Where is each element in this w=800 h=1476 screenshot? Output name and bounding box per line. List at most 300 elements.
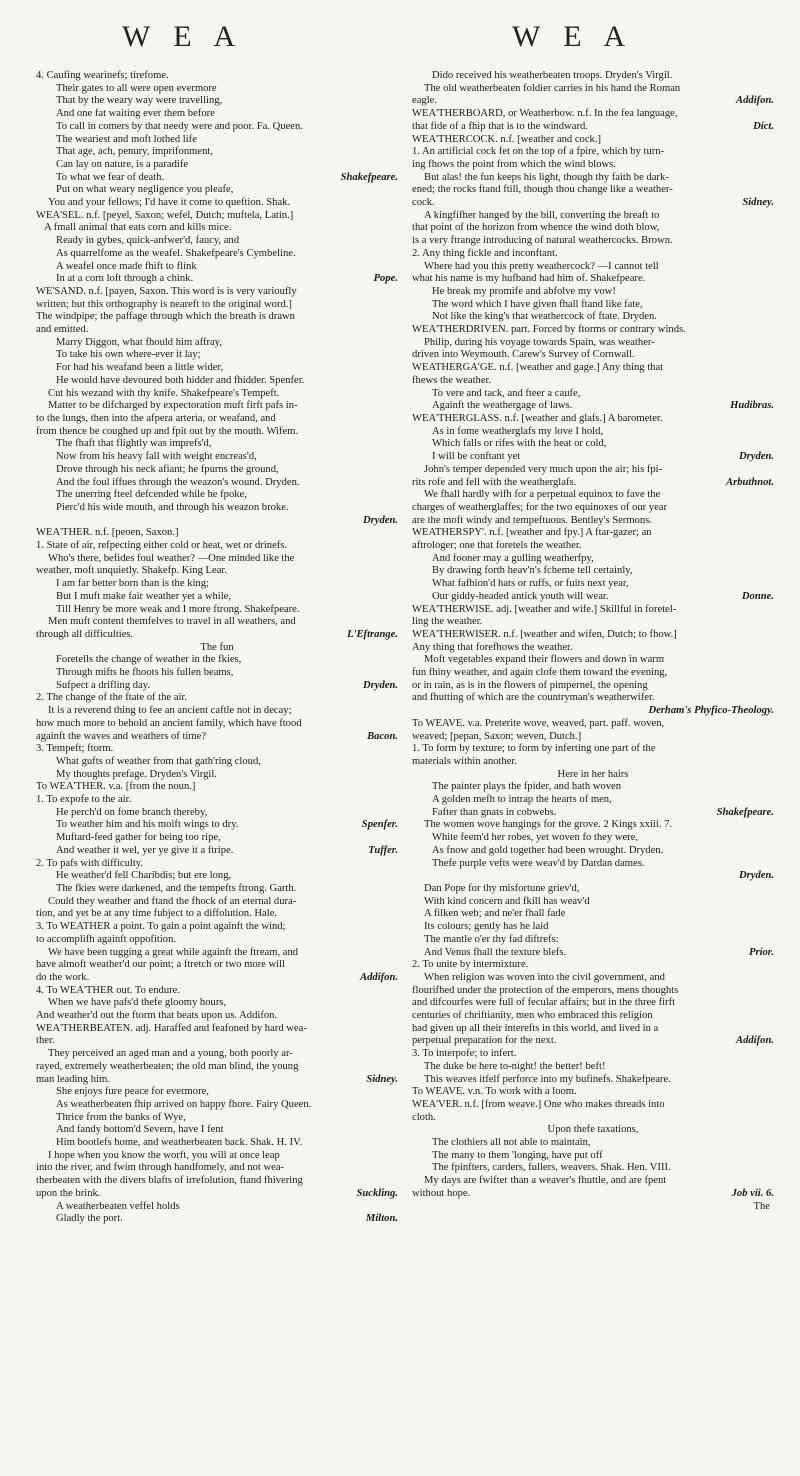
text-line <box>36 1188 398 1201</box>
left-column <box>36 70 398 1226</box>
line-text: WEA'THERWISE. adj. [weather and wife.] Skillful in foretel- <box>412 603 677 615</box>
text-line <box>36 1023 398 1036</box>
line-text: What fafhion'd hats or ruffs, or fuits next year, <box>432 578 629 590</box>
text-line <box>412 832 774 845</box>
line-text: The painter plays the fpider, and hath woven <box>432 781 622 793</box>
text-line <box>412 1162 774 1175</box>
text-line <box>36 553 398 566</box>
text-line <box>412 1099 774 1112</box>
text-line <box>36 426 398 439</box>
line-text: rits rofe and fell with the weatherglafs. <box>412 476 577 488</box>
line-text: 1. State of air, refpecting either cold or heat, wet or drinefs. <box>36 540 288 552</box>
text-line <box>412 413 774 426</box>
line-text: And fandy bottom'd Severn, have I fent <box>56 1124 224 1136</box>
line-text: have almoft weather'd our point; a ftretch or two more will <box>36 959 286 971</box>
line-text: tion, and yet be at any time fubject to a diffolution. Hale. <box>36 908 278 920</box>
line-text: eagle. <box>412 95 437 107</box>
line-text: 3. To interpofe; to infert. <box>412 1048 517 1060</box>
text-line <box>412 985 774 998</box>
line-text: and difcourfes were full of fecular affairs; but in the three firft <box>412 997 676 1009</box>
line-text: Ready in gybes, quick-anfwer'd, faucy, and <box>56 235 240 247</box>
line-text: Dan Pope for thy misfortune griev'd, <box>424 883 580 894</box>
line-text: charges of weatherglaffes; for the two equinoxes of our year <box>412 501 668 513</box>
text-line <box>412 921 774 934</box>
text-line <box>36 883 398 896</box>
line-text: Againft the weathergage of laws. <box>432 400 573 412</box>
line-text: Thrice from the banks of Wye, <box>56 1111 186 1123</box>
line-text: ened; the rocks ftand ftill, though thou change like a weather- <box>412 184 673 196</box>
text-line <box>36 731 398 744</box>
text-line <box>412 451 774 464</box>
line-text: By drawing forth heav'n's fcheme tell certainly, <box>432 565 633 577</box>
text-line <box>412 400 774 413</box>
text-line <box>36 985 398 998</box>
line-text: Could they weather and ftand the fhock of an eternal dura- <box>48 895 297 907</box>
line-text: For had his weafand been a little wider, <box>56 362 224 374</box>
line-text: are the moft windy and tempeftuous. Bentley's Sermons. <box>412 514 652 526</box>
line-text: Sufpect a drifling day. <box>56 679 151 691</box>
text-line <box>412 248 774 261</box>
text-line <box>36 83 398 96</box>
line-text: man leading him. <box>36 1073 110 1085</box>
text-line <box>412 591 774 604</box>
text-line <box>36 1201 398 1214</box>
citation-source: Dryden. <box>362 514 398 526</box>
line-text: To what we fear of death. <box>56 171 165 183</box>
line-text: WE'SAND. n.f. [payen, Saxon. This word is is very varioufly <box>36 285 297 297</box>
text-line <box>36 159 398 172</box>
text-line <box>412 908 774 921</box>
line-text: It is a reverend thing to fee an ancient caftle not in decay; <box>48 705 292 717</box>
text-line <box>36 172 398 185</box>
line-text: The weariest and moft lothed life <box>56 133 197 145</box>
line-text: 1. An artificial cock fet on the top of a fpire, which by turn- <box>412 146 665 158</box>
line-text: He would have devoured both hidder and fhidder. Spenfer. <box>56 374 305 386</box>
text-line <box>412 845 774 858</box>
line-text: written; but this orthography is neareft to the original word.] <box>36 298 292 310</box>
line-text: The fkies were darkened, and the tempefts ftrong. Garth. <box>56 883 297 894</box>
text-line <box>412 1150 774 1163</box>
text-line <box>36 248 398 261</box>
text-line <box>412 959 774 972</box>
line-text: As fnow and gold together had been wrought. Dryden. <box>432 844 664 856</box>
line-text: A kingfifher hanged by the bill, converting the breaft to <box>424 209 660 221</box>
line-text: He weather'd fell Charibdis; but ere long, <box>56 870 232 882</box>
text-line <box>36 578 398 591</box>
line-text: The women wove hangings for the grove. 2 Kings xxiii. 7. <box>424 819 673 831</box>
line-text: weaved; [pepan, Saxon; weven, Dutch.] <box>412 730 582 742</box>
text-line <box>412 858 774 871</box>
citation-source: Shakefpeare. <box>340 171 398 183</box>
text-line <box>36 540 398 553</box>
line-text: and emitted. <box>36 324 89 336</box>
line-text: fhews the weather. <box>412 374 492 386</box>
text-line <box>36 222 398 235</box>
text-line <box>412 629 774 642</box>
text-line <box>36 286 398 299</box>
line-text: But I muft make fair weather yet a while, <box>56 590 232 602</box>
text-line <box>36 616 398 629</box>
line-text: WEA'THERBEATEN. adj. Haraffed and feafoned by hard wea- <box>36 1022 307 1034</box>
line-text: 4. To WEA'THER out. To endure. <box>36 984 181 996</box>
text-line <box>36 197 398 210</box>
line-text: or in rain, as is in the flowers of pimpernel, the opening <box>412 679 648 691</box>
text-line <box>412 527 774 540</box>
line-text: A filken web; and ne'er fhall fade <box>424 908 566 920</box>
line-text: driven into Weymouth. Carew's Survey of Cornwall. <box>412 349 635 361</box>
text-line <box>412 286 774 299</box>
line-text: materials within another. <box>412 755 518 767</box>
line-text: Upon thefe taxations, <box>547 1124 639 1136</box>
text-line <box>412 489 774 502</box>
text-line <box>36 362 398 375</box>
line-text: fun fhiny weather, and again clofe them toward the evening, <box>412 667 668 679</box>
line-text: The <box>753 1200 770 1212</box>
line-text: WEATHERSPY'. n.f. [weather and fpy.] A ftar-gazer; an <box>412 527 652 539</box>
citation-source: Dryden. <box>738 451 774 463</box>
text-line <box>412 1010 774 1023</box>
line-text: do the work. <box>36 971 90 983</box>
line-text: cock. <box>412 197 435 209</box>
text-line <box>36 502 398 515</box>
text-line <box>36 654 398 667</box>
right-column <box>412 70 774 1213</box>
line-text: The old weatherbeaten foldier carries in his hand the Roman <box>424 82 681 94</box>
line-text: WEATHERGA'GE. n.f. [weather and gage.] Any thing that <box>412 362 664 374</box>
text-line <box>412 108 774 121</box>
header-right: W E A <box>512 20 634 53</box>
line-text: You and your fellows; I'd have it come to queftion. Shak. <box>48 197 291 209</box>
text-line <box>36 1074 398 1087</box>
text-line <box>412 1074 774 1087</box>
citation-source: Dryden. <box>362 679 398 691</box>
text-line <box>36 1010 398 1023</box>
line-text: That age, ach, penury, imprifonment, <box>56 146 213 158</box>
text-line <box>36 870 398 883</box>
line-text: centuries of chriftianity, men who embraced this religion <box>412 1010 653 1022</box>
text-line <box>412 235 774 248</box>
text-line <box>412 273 774 286</box>
text-line <box>36 743 398 756</box>
text-line <box>36 273 398 286</box>
line-text: Men muft content themfelves to travel in all weathers, and <box>48 616 296 628</box>
text-line <box>36 667 398 680</box>
text-line <box>36 400 398 413</box>
line-text: Through mifts he fhoots his fullen beams, <box>56 667 234 679</box>
line-text: into the river, and fwim through handfomely, and not wea- <box>36 1162 285 1174</box>
line-text: Any thing that forefhows the weather. <box>412 641 573 653</box>
line-text: ther. <box>36 1035 55 1047</box>
line-text: As weatherbeaten fhip arrived on happy fhore. Fairy Queen. <box>56 1098 312 1110</box>
line-text: rayed, extremely weatherbeaten; the old man blind, the young <box>36 1060 299 1072</box>
line-text: Muftard-feed gather for being too ripe, <box>56 832 221 844</box>
line-text: A weatherbeaten veffel holds <box>56 1200 180 1212</box>
text-line <box>412 146 774 159</box>
text-line <box>412 1201 774 1214</box>
line-text: Their gates to all were open evermore <box>56 82 217 94</box>
line-text: WEA'THERCOCK. n.f. [weather and cock.] <box>412 133 602 145</box>
citation-source: Sidney. <box>742 197 774 209</box>
line-text: 3. Tempeft; ftorm. <box>36 743 114 755</box>
text-line <box>36 146 398 159</box>
text-line <box>412 553 774 566</box>
text-line <box>36 604 398 617</box>
text-line <box>36 1162 398 1175</box>
line-text: 2. To pafs with difficulty. <box>36 857 144 869</box>
line-text: A golden mefh to intrap the hearts of men, <box>432 794 612 806</box>
text-line <box>412 870 774 883</box>
text-line <box>36 438 398 451</box>
text-line <box>36 591 398 604</box>
line-text: The duke be here to-night! the better! beft! <box>424 1060 606 1072</box>
line-text: WEA'THERBOARD, or Weatherbow. n.f. In the fea language, <box>412 108 678 120</box>
line-text: The many to them 'longing, have put off <box>432 1149 603 1161</box>
running-header <box>0 20 800 60</box>
text-line <box>412 362 774 375</box>
line-text: 1. To expofe to the air. <box>36 794 132 806</box>
line-text: Our giddy-headed antick youth will wear. <box>432 590 609 602</box>
line-text: and fhutting of which are the countryman's weatherwifer. <box>412 692 655 704</box>
text-line <box>412 616 774 629</box>
text-line <box>36 451 398 464</box>
line-text: to accomplifh againft oppofition. <box>36 933 177 945</box>
text-line <box>412 261 774 274</box>
line-text: The fpinfters, carders, fullers, weavers. Shak. Hen. VIII. <box>432 1162 671 1174</box>
text-line <box>36 692 398 705</box>
line-text: flourifhed under the protection of the emperors, mens thoughts <box>412 984 679 996</box>
text-line <box>36 718 398 731</box>
text-line <box>412 222 774 235</box>
line-text: White feem'd her robes, yet woven fo they were, <box>432 832 639 844</box>
line-text: She enjoys fure peace for evermore, <box>56 1086 209 1098</box>
line-text: againft the waves and weathers of time? <box>36 730 207 742</box>
line-text: Where had you this pretty weathercock? —I cannot tell <box>424 260 659 272</box>
text-line <box>36 921 398 934</box>
text-line <box>36 858 398 871</box>
line-text: 3. To WEATHER a point. To gain a point againft the wind; <box>36 921 286 933</box>
text-line <box>36 807 398 820</box>
line-text: The mantle o'er thy fad diftrefs: <box>424 933 559 945</box>
line-text: Foretells the change of weather in the fkies, <box>56 654 242 666</box>
text-line <box>36 642 398 655</box>
text-line <box>36 299 398 312</box>
line-text: When we have pafs'd thefe gloomy hours, <box>48 997 227 1009</box>
line-text: 1. To form by texture; to form by inferting one part of the <box>412 743 656 755</box>
text-line <box>36 769 398 782</box>
citation-source: Donne. <box>741 590 774 602</box>
line-text: aftrologer; one that foretels the weather. <box>412 540 582 552</box>
line-text: what his name is my hufband had him of. Shakefpeare. <box>412 273 646 285</box>
text-line <box>412 667 774 680</box>
header-left: W E A <box>122 20 244 53</box>
line-text: without hope. <box>412 1187 471 1199</box>
text-line <box>36 413 398 426</box>
text-line <box>412 947 774 960</box>
text-line <box>412 134 774 147</box>
line-text: Can lay on nature, is a paradife <box>56 158 189 170</box>
line-text: My days are fwifter than a weaver's fhuttle, and are fpent <box>424 1175 667 1187</box>
text-line <box>36 184 398 197</box>
text-line <box>36 210 398 223</box>
line-text: John's temper depended very much upon the air; his fpi- <box>424 463 663 475</box>
line-text: upon the brink. <box>36 1187 101 1199</box>
line-text: WEA'VER. n.f. [from weave.] One who makes threads into <box>412 1098 665 1110</box>
line-text: The fun <box>200 641 234 653</box>
text-line <box>36 324 398 337</box>
text-line <box>36 108 398 121</box>
line-text: When religion was woven into the civil government, and <box>424 971 665 983</box>
line-text: Here in her hairs <box>557 768 629 780</box>
text-line <box>412 1023 774 1036</box>
line-text: To take his own where-ever it lay; <box>56 349 201 361</box>
line-text: WEA'SEL. n.f. [peyel, Saxon; wefel, Dutch; muftela, Latin.] <box>36 209 294 221</box>
line-text: To WEA'THER. v.a. [from the noun.] <box>36 781 196 793</box>
line-text: ing fhows the point from which the wind blows. <box>412 158 616 170</box>
line-text: To call in comers by that needy were and poor. Fa. Queen. <box>56 120 303 132</box>
text-line <box>412 1137 774 1150</box>
text-line <box>36 959 398 972</box>
citation-source: Hudibras. <box>730 400 774 412</box>
citation-source: Prior. <box>748 946 774 958</box>
text-line <box>412 1188 774 1201</box>
text-line <box>36 680 398 693</box>
text-line <box>412 654 774 667</box>
line-text: is a very ftrange introducing of natural weathercocks. Brown. <box>412 235 673 247</box>
text-line <box>36 1048 398 1061</box>
line-text: Till Henry be more weak and I more ftrong. Shakefpeare. <box>56 603 300 615</box>
text-line <box>412 819 774 832</box>
text-line <box>36 781 398 794</box>
line-text: And Venus fhall the texture blefs. <box>424 946 567 958</box>
line-text: I will be conftant yet <box>432 451 521 463</box>
text-line <box>412 210 774 223</box>
line-text: Pierc'd his wide mouth, and through his weazon broke. <box>56 501 289 513</box>
line-text: The unerring fteel defcended while he fpoke, <box>56 489 247 501</box>
text-line <box>412 121 774 134</box>
citation-source: Spenfer. <box>361 819 398 831</box>
text-line <box>412 477 774 490</box>
line-text: Moft vegetables expand their flowers and down in warm <box>424 654 665 666</box>
line-text: And weather'd out the ftorm that beats upon us. Addifon. <box>36 1010 278 1022</box>
line-text: But alas! the fun keeps his light, though thy faith be dark- <box>424 171 669 183</box>
text-line <box>36 705 398 718</box>
text-line <box>412 337 774 350</box>
citation-source: Addifon. <box>360 971 398 983</box>
line-text: Not like the king's that weathercock of ftate. Dryden. <box>432 311 657 323</box>
text-line <box>36 477 398 490</box>
line-text: Drove through his neck afiant; he fpurns the ground, <box>56 463 279 475</box>
line-text: 4. Caufing wearinefs; tirefome. <box>36 70 169 81</box>
line-text: We fhall hardly wifh for a perpetual equinox to fave the <box>424 489 661 501</box>
line-text: This weaves itfelf perforce into my bufinefs. Shakefpeare. <box>424 1073 671 1085</box>
text-line <box>412 705 774 718</box>
text-line <box>412 1124 774 1137</box>
line-text: That by the weary way were travelling, <box>56 95 223 107</box>
line-text: therbeaten with the divers blafts of irrefolution, ftand fhivering <box>36 1175 303 1187</box>
line-text: how much more to behold an ancient family, which have ftood <box>36 717 302 729</box>
line-text: I hope when you know the worft, you will at once leap <box>48 1149 280 1161</box>
line-text: had given up all their interefts in this world, and lived in a <box>412 1022 659 1034</box>
text-line <box>36 819 398 832</box>
text-line <box>412 680 774 693</box>
text-line <box>36 489 398 502</box>
text-line <box>412 1112 774 1125</box>
text-line <box>412 642 774 655</box>
citation-source: Shakefpeare. <box>716 806 774 818</box>
text-line <box>36 896 398 909</box>
text-line <box>36 934 398 947</box>
text-line <box>412 426 774 439</box>
text-line <box>412 794 774 807</box>
line-text: 2. To unite by intermixture. <box>412 959 529 971</box>
text-line <box>36 1061 398 1074</box>
text-line <box>412 896 774 909</box>
citation-source: Bacon. <box>367 730 398 742</box>
text-line <box>36 845 398 858</box>
text-line <box>412 515 774 528</box>
citation-source: Dryden. <box>738 870 774 882</box>
line-text: WEA'THER. n.f. [peoen, Saxon.] <box>36 527 179 539</box>
text-line <box>412 197 774 210</box>
line-text: WEA'THERDRIVEN. part. Forced by ftorms or contrary winds. <box>412 324 686 336</box>
line-text: Now from his heavy fall with weight encreas'd, <box>56 451 257 463</box>
line-text: perpetual preparation for the next. <box>412 1035 557 1047</box>
text-line <box>412 184 774 197</box>
citation-source: Suckling. <box>356 1187 398 1199</box>
line-text: And the foul iffues through the weazon's wound. Dryden. <box>56 476 300 488</box>
text-line <box>412 349 774 362</box>
text-line <box>412 311 774 324</box>
citation-source: Arbuthnot. <box>726 476 774 488</box>
line-text: And weather it wel, yer ye give it a ftripe. <box>56 844 234 856</box>
line-text: Thefe purple vefts were weav'd by Dardan dames. <box>432 857 645 869</box>
text-line <box>412 565 774 578</box>
line-text: And fooner may a gulling weatherfpy, <box>432 552 594 564</box>
text-line <box>412 388 774 401</box>
text-line <box>412 438 774 451</box>
line-text: Put on what weary negligence you pleafe, <box>56 184 234 196</box>
text-line <box>412 375 774 388</box>
text-line <box>36 794 398 807</box>
line-text: As quarrelfome as the weafel. Shakefpeare's Cymbeline. <box>56 247 296 259</box>
line-text: Marry Diggon, what fhould him affray, <box>56 336 222 348</box>
line-text: ling the weather. <box>412 616 483 628</box>
text-line <box>412 692 774 705</box>
text-line <box>412 299 774 312</box>
text-line <box>36 261 398 274</box>
line-text: from thence be coughed up and fpit out by the mouth. Wifem. <box>36 425 299 437</box>
line-text: I am far better born than is the king; <box>56 578 209 590</box>
line-text: The fhaft that flightly was imprefs'd, <box>56 438 212 450</box>
citation-source: Tuffer. <box>368 844 398 856</box>
text-line <box>412 578 774 591</box>
text-line <box>36 997 398 1010</box>
citation-source: Derham's Phyfico-Theology. <box>648 705 774 717</box>
text-line <box>36 464 398 477</box>
text-line <box>36 70 398 83</box>
text-line <box>412 807 774 820</box>
text-line <box>36 337 398 350</box>
text-line <box>412 172 774 185</box>
citation-source: Job vii. 6. <box>731 1187 774 1199</box>
text-line <box>36 565 398 578</box>
line-text: We have been tugging a great while againft the ftream, and <box>48 946 299 958</box>
line-text: He perch'd on fome branch thereby, <box>56 806 208 818</box>
text-line <box>412 756 774 769</box>
line-text: that fide of a fhip that is to the windward. <box>412 120 588 132</box>
text-line <box>36 1213 398 1226</box>
text-line <box>412 972 774 985</box>
